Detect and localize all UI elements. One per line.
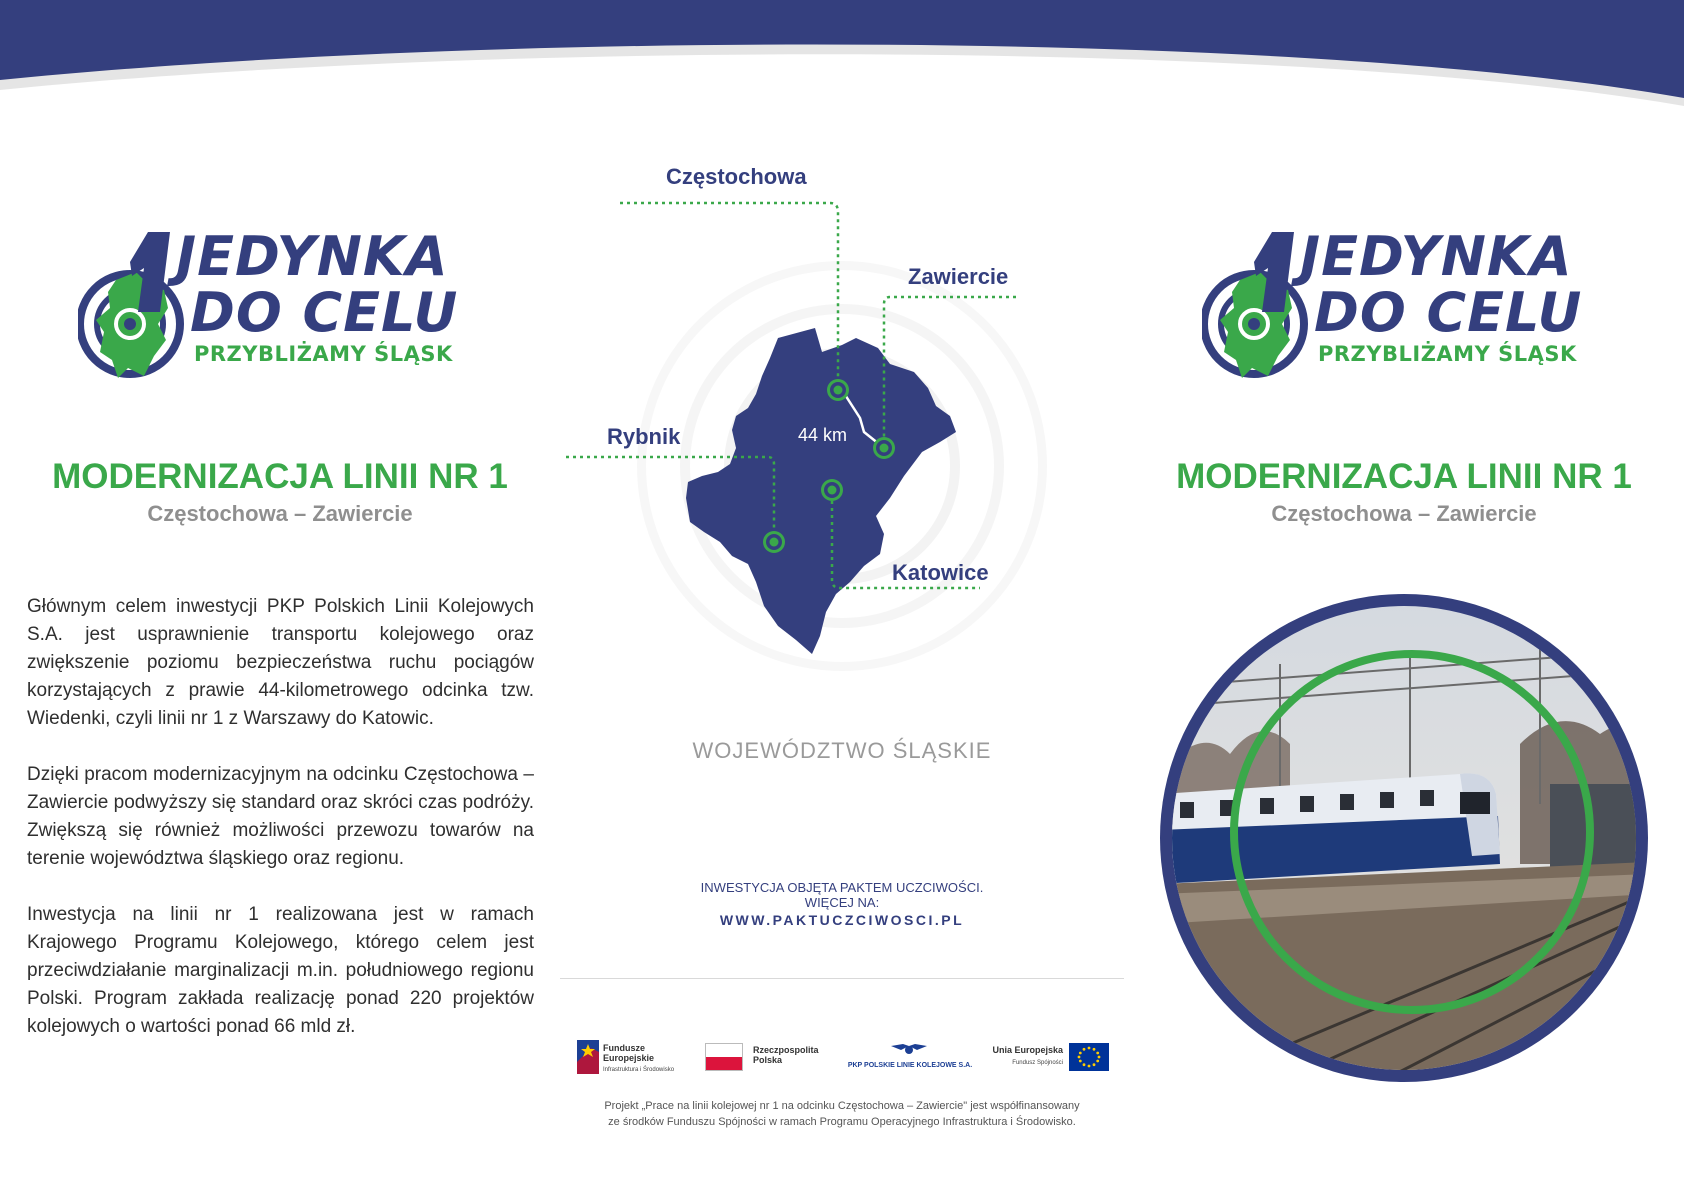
fe-subtitle: Infrastruktura i Środowisko (603, 1067, 675, 1073)
marker-katowice (821, 479, 843, 501)
pact-line-1: INWESTYCJA OBJĘTA PAKTEM UCZCIWOŚCI. (700, 880, 984, 895)
train-photo (1160, 594, 1648, 1082)
marker-rybnik (763, 531, 785, 553)
heading-right (1124, 458, 1684, 527)
marker-czestochowa (827, 379, 849, 401)
ue-subtitle: Fundusz Spójności (1012, 1060, 1063, 1066)
city-katowice: Katowice (892, 560, 989, 585)
heading-title: MODERNIZACJA LINII NR 1 (1176, 457, 1632, 496)
marker-zawiercie (873, 437, 895, 459)
paragraph-3: Inwestycja na linii nr 1 realizowana jest w ramach Krajowego Programu Kolejowego, którego celem jest przeciwdziałanie marginalizacji m.in. południowego regionu Polski. Program zakłada realizację ponad 220 projektów kolejowych o wartości ponad 66 mld zł. (27, 904, 534, 1037)
heading-left (0, 458, 560, 527)
logo-fundusze-europejskie (575, 1040, 685, 1076)
logo-tagline: PRZYBLIŻAMY ŚLĄSK (1318, 342, 1577, 366)
city-czestochowa: Częstochowa (666, 164, 807, 189)
logo (78, 225, 498, 388)
eu-flag-icon (1069, 1043, 1109, 1071)
heading-subtitle: Częstochowa – Zawiercie (1271, 500, 1537, 526)
heading-title: MODERNIZACJA LINII NR 1 (52, 457, 508, 496)
region-map (560, 150, 1124, 750)
city-zawiercie: Zawiercie (908, 264, 1009, 289)
pkp-wings-icon (889, 1042, 929, 1058)
paragraph-1: Głównym celem inwestycji PKP Polskich Linii Kolejowych S.A. jest usprawnienie transportu kolejowego oraz zwiększenie poziomu bezpieczeństwa ruchu pociągów korzystających z prawie 44-kilometrowego odcinka tzw. Wiedenki, czyli linii nr 1 z Warszawy do Katowic. (27, 596, 534, 729)
map-graphic (560, 150, 1124, 750)
city-rybnik: Rybnik (607, 424, 681, 449)
paragraph-2: Dzięki pracom modernizacyjnym na odcinku Częstochowa – Zawiercie podwyższy się standard oraz skróci czas podróży. Zwiększą się również możliwości przewozu towarów na terenie województwa śląskiego oraz regionu. (27, 764, 534, 869)
logo-line-2: DO CELU (1314, 281, 1583, 344)
fe-star-icon (577, 1040, 599, 1074)
sponsor-logos (575, 1040, 1110, 1076)
logo-tagline: PRZYBLIŻAMY ŚLĄSK (194, 342, 453, 366)
region-label: WOJEWÓDZTWO ŚLĄSKIE (692, 738, 992, 763)
fe-title: Fundusze Europejskie (603, 1043, 655, 1063)
ue-label: Unia Europejska (992, 1045, 1063, 1055)
pact-line-2: WIĘCEJ NA: (804, 895, 880, 910)
logo-line-1: JEDYNKA (1300, 225, 1573, 288)
logo-line-2: DO CELU (190, 281, 459, 344)
distance-label: 44 km (798, 425, 848, 445)
pkp-label: PKP POLSKIE LINIE KOLEJOWE S.A. (847, 1062, 973, 1069)
logo-right (1202, 225, 1622, 388)
logo-pkp-plk (845, 1040, 975, 1076)
heading-subtitle: Częstochowa – Zawiercie (147, 500, 413, 526)
disclaimer-line-2: ze środków Funduszu Spójności w ramach Programu Operacyjnego Infrastruktura i Środowisko. (608, 1116, 1076, 1128)
divider (560, 978, 1124, 979)
logo-rzeczpospolita (705, 1040, 825, 1076)
logo-unia-europejska (989, 1040, 1110, 1076)
integrity-pact (560, 880, 1124, 928)
pact-url[interactable]: WWW.PAKTUCZCIWOSCI.PL (719, 912, 965, 928)
logo-line-1: JEDYNKA (176, 225, 449, 288)
body-text (27, 593, 534, 1069)
rp-label: Rzeczpospolita Polska (753, 1045, 819, 1065)
disclaimer-line-1: Projekt „Prace na linii kolejowej nr 1 na odcinku Częstochowa – Zawiercie" jest współfinansowany (604, 1100, 1080, 1112)
disclaimer (560, 1098, 1124, 1130)
